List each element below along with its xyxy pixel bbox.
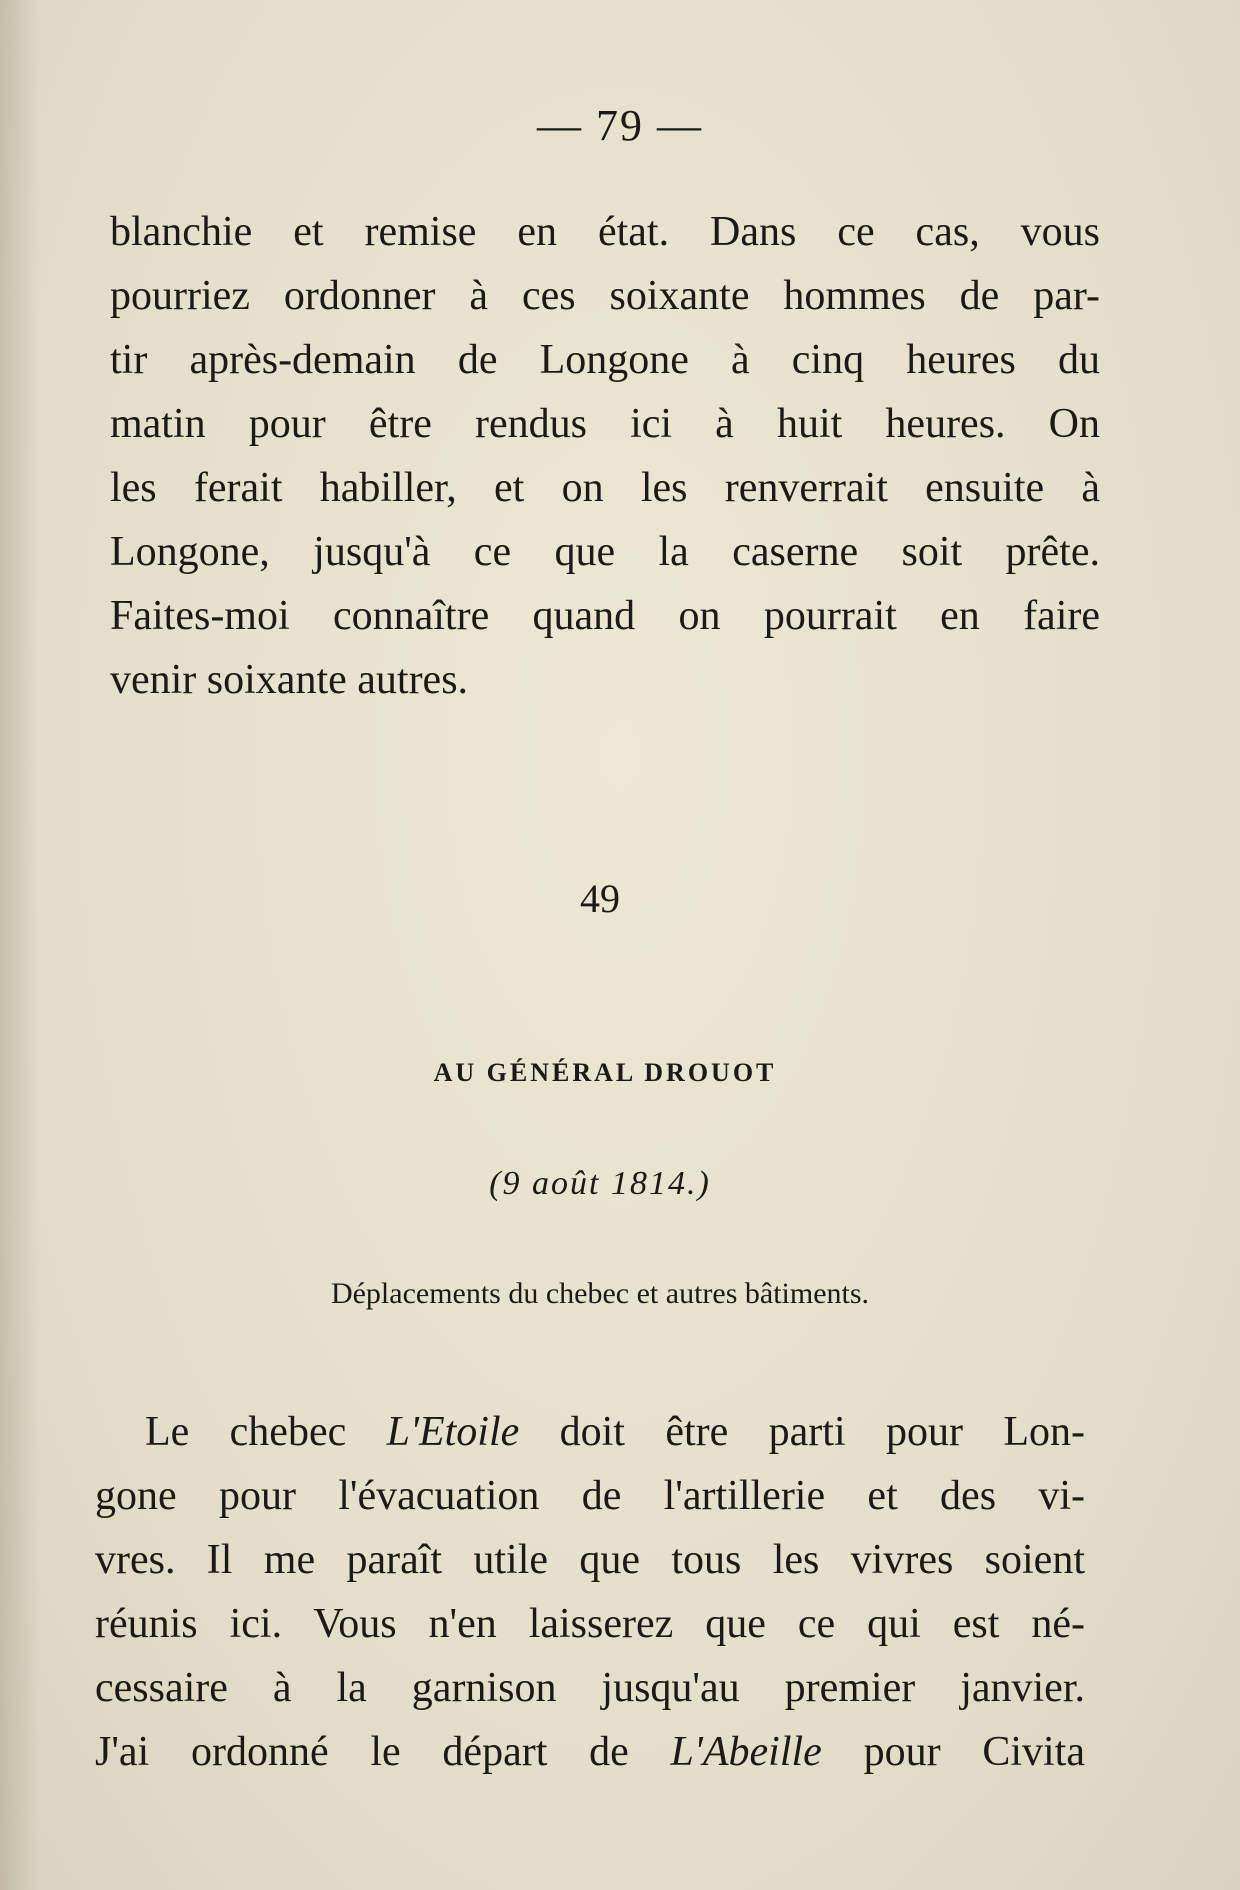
text-run: doit être parti pour Lon- (519, 1409, 1085, 1455)
page-number: — 79 — (537, 101, 703, 150)
letter-body (95, 1400, 1085, 1784)
text-run: Le chebec (145, 1409, 387, 1455)
text-line: gone pour l'évacuation de l'artillerie et des vi- (95, 1473, 1085, 1519)
text-line: Faites-moi connaître quand on pourrait en faire (110, 593, 1100, 639)
text-line: pourriez ordonner à ces soixante hommes de par- (110, 273, 1100, 319)
letter-summary: Déplacements du chebec et autres bâtiments. (330, 1277, 870, 1310)
letter-date: (9 août 1814.) (489, 1165, 711, 1202)
page-gutter-shadow (0, 0, 40, 1890)
text-line: les ferait habiller, et on les renverrait ensuite à (110, 465, 1100, 511)
text-line: venir soixante autres. (110, 657, 469, 703)
text-run: pour Civita (821, 1729, 1085, 1775)
text-line: vres. Il me paraît utile que tous les vivres soient (95, 1537, 1085, 1583)
text-line: matin pour être rendus ici à huit heures. On (110, 401, 1100, 447)
text-line: tir après-demain de Longone à cinq heures du (110, 337, 1100, 383)
text-line (95, 1720, 1085, 1784)
text-line: cessaire à la garnison jusqu'au premier janvier. (95, 1665, 1085, 1711)
ship-name: L'Abeille (670, 1729, 822, 1775)
paragraph-continued (110, 200, 1100, 712)
ship-name: L'Etoile (386, 1409, 520, 1455)
letter-recipient: AU GÉNÉRAL DROUOT (433, 1058, 777, 1087)
text-line (95, 1400, 1085, 1464)
text-run: J'ai ordonné le départ de (95, 1729, 671, 1775)
text-line: Longone, jusqu'à ce que la caserne soit prête. (110, 529, 1100, 575)
letter-number: 49 (580, 876, 620, 921)
text-line: blanchie et remise en état. Dans ce cas, vous (110, 209, 1100, 255)
text-line: réunis ici. Vous n'en laisserez que ce qui est né- (95, 1601, 1085, 1647)
